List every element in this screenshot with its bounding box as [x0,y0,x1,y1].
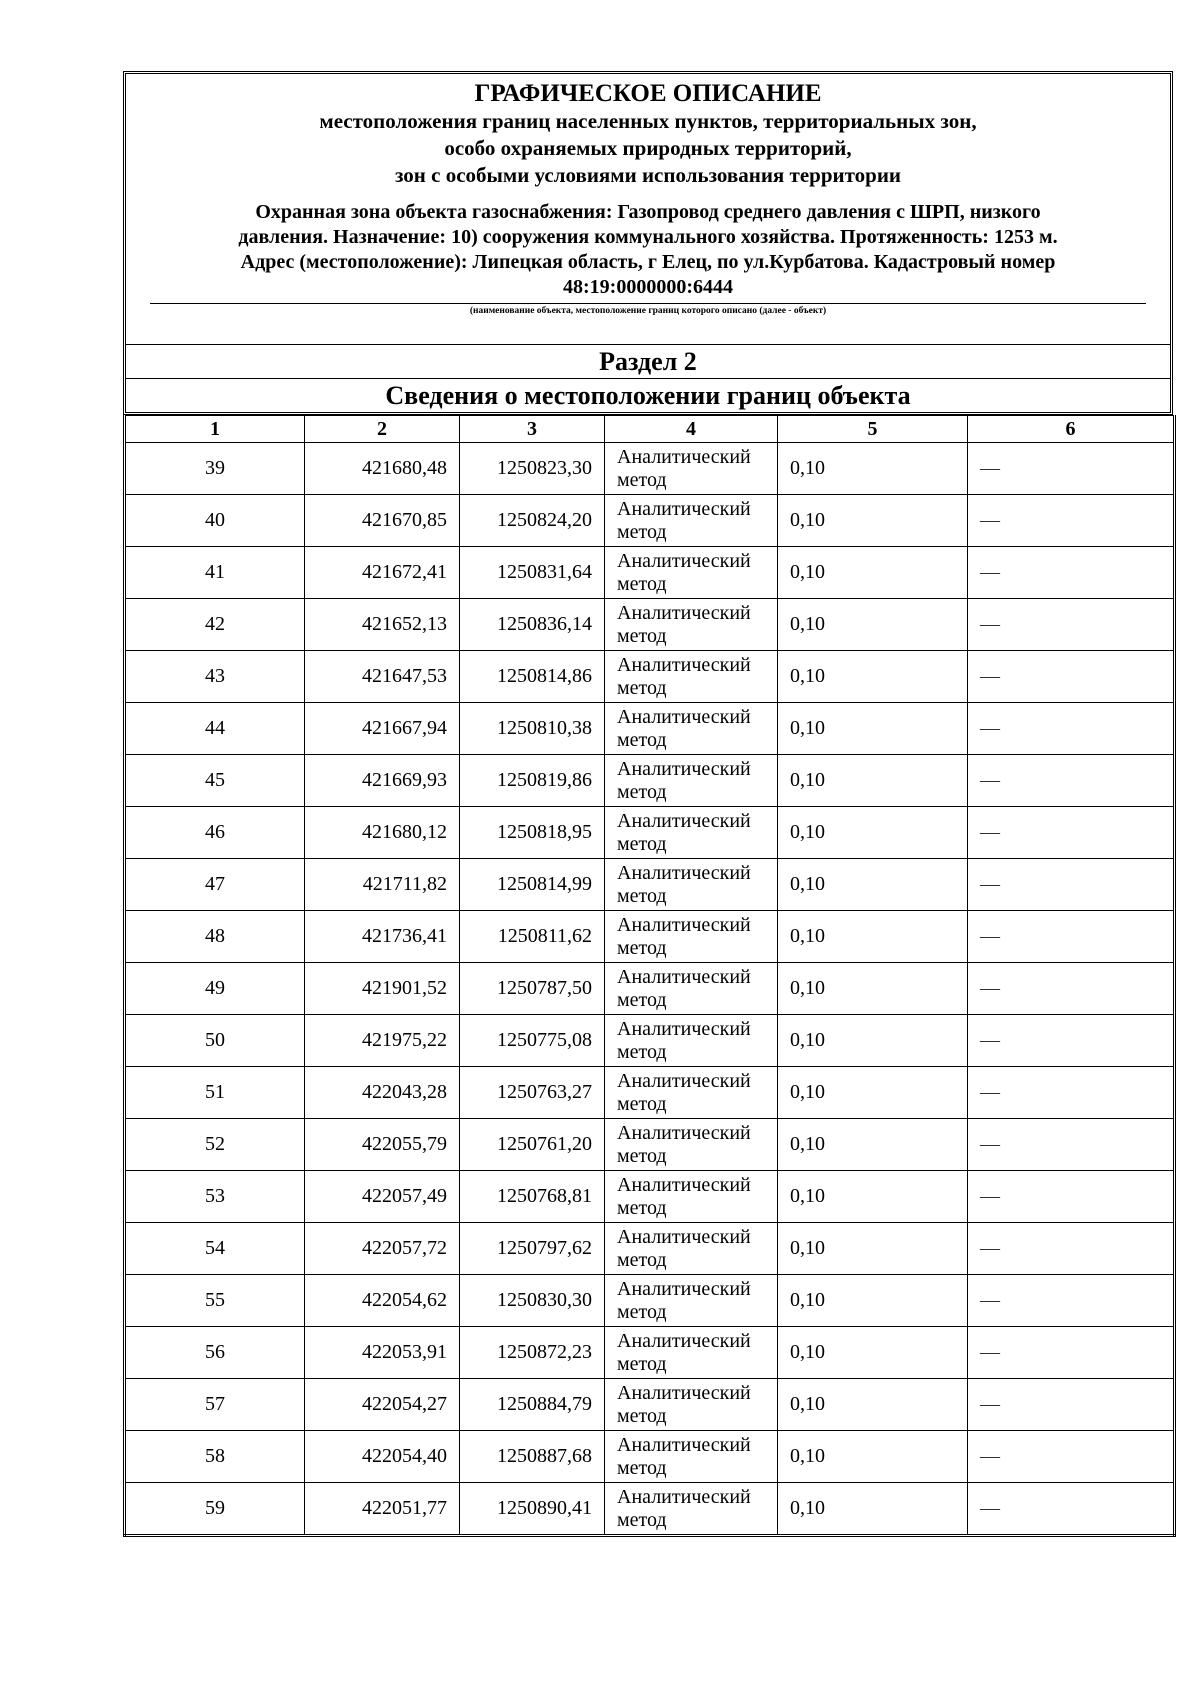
table-row [125,1379,1175,1431]
method-cell [605,1067,778,1119]
method-line-1: Аналитический [617,1069,751,1092]
table-row [125,651,1175,703]
x-coordinate-cell: 421680,12 [305,807,460,859]
coordinates-table [123,415,1176,1537]
header-block [126,74,1170,345]
accuracy-cell: 0,10 [778,703,968,755]
x-coordinate-cell: 421901,52 [305,963,460,1015]
method-line-1: Аналитический [617,549,751,572]
table-row [125,911,1175,963]
method-cell [605,963,778,1015]
method-line-2: метод [617,1352,667,1375]
method-line-1: Аналитический [617,1121,751,1144]
description-cell: — [968,1379,1175,1431]
y-coordinate-cell: 1250830,30 [460,1275,605,1327]
accuracy-cell: 0,10 [778,1275,968,1327]
y-coordinate-cell: 1250872,23 [460,1327,605,1379]
y-coordinate-cell: 1250814,86 [460,651,605,703]
method-line-2: метод [617,936,667,959]
x-coordinate-cell: 422051,77 [305,1483,460,1536]
table-row [125,1431,1175,1483]
table-row [125,963,1175,1015]
point-number-cell: 53 [125,1171,305,1223]
point-number-cell: 41 [125,547,305,599]
x-coordinate-cell: 421736,41 [305,911,460,963]
method-cell [605,547,778,599]
x-coordinate-cell: 422043,28 [305,1067,460,1119]
accuracy-cell: 0,10 [778,1379,968,1431]
table-row [125,1483,1175,1536]
method-line-1: Аналитический [617,757,751,780]
point-number-cell: 49 [125,963,305,1015]
method-line-1: Аналитический [617,497,751,520]
method-line-1: Аналитический [617,1329,751,1352]
method-cell [605,911,778,963]
table-row [125,807,1175,859]
accuracy-cell: 0,10 [778,963,968,1015]
column-header-6: 6 [968,416,1175,443]
point-number-cell: 51 [125,1067,305,1119]
point-number-cell: 47 [125,859,305,911]
point-number-cell: 54 [125,1223,305,1275]
description-cell: — [968,495,1175,547]
method-cell [605,1431,778,1483]
column-header-3: 3 [460,416,605,443]
method-line-1: Аналитический [617,809,751,832]
accuracy-cell: 0,10 [778,599,968,651]
table-row [125,703,1175,755]
point-number-cell: 50 [125,1015,305,1067]
method-cell [605,1171,778,1223]
method-cell [605,1223,778,1275]
method-line-1: Аналитический [617,445,751,468]
x-coordinate-cell: 422054,62 [305,1275,460,1327]
point-number-cell: 55 [125,1275,305,1327]
caption-divider [150,303,1146,304]
table-header-row [125,416,1175,443]
column-header-1: 1 [125,416,305,443]
table-row [125,1327,1175,1379]
method-line-2: метод [617,988,667,1011]
y-coordinate-cell: 1250814,99 [460,859,605,911]
description-cell: — [968,1483,1175,1536]
method-line-2: метод [617,1404,667,1427]
accuracy-cell: 0,10 [778,1431,968,1483]
method-cell [605,1015,778,1067]
y-coordinate-cell: 1250768,81 [460,1171,605,1223]
x-coordinate-cell: 421975,22 [305,1015,460,1067]
object-caption: (наименование объекта, местоположение границ которого описано (далее - объект) [469,306,827,316]
method-line-1: Аналитический [617,965,751,988]
method-line-2: метод [617,1456,667,1479]
description-cell: — [968,1119,1175,1171]
y-coordinate-cell: 1250887,68 [460,1431,605,1483]
accuracy-cell: 0,10 [778,1171,968,1223]
accuracy-cell: 0,10 [778,1015,968,1067]
object-description [136,200,1160,300]
description-cell: — [968,859,1175,911]
x-coordinate-cell: 421670,85 [305,495,460,547]
method-cell [605,1327,778,1379]
method-cell [605,807,778,859]
point-number-cell: 58 [125,1431,305,1483]
description-cell: — [968,963,1175,1015]
accuracy-cell: 0,10 [778,651,968,703]
point-number-cell: 42 [125,599,305,651]
y-coordinate-cell: 1250824,20 [460,495,605,547]
table-row [125,1119,1175,1171]
point-number-cell: 46 [125,807,305,859]
y-coordinate-cell: 1250811,62 [460,911,605,963]
x-coordinate-cell: 421680,48 [305,443,460,495]
method-line-1: Аналитический [617,913,751,936]
table-row [125,1015,1175,1067]
table-row [125,599,1175,651]
method-line-2: метод [617,624,667,647]
x-coordinate-cell: 422053,91 [305,1327,460,1379]
point-number-cell: 59 [125,1483,305,1536]
method-line-1: Аналитический [617,1017,751,1040]
x-coordinate-cell: 421652,13 [305,599,460,651]
table-row [125,443,1175,495]
method-line-1: Аналитический [617,1433,751,1456]
x-coordinate-cell: 421667,94 [305,703,460,755]
method-cell [605,1275,778,1327]
method-cell [605,1483,778,1536]
accuracy-cell: 0,10 [778,1223,968,1275]
method-line-2: метод [617,468,667,491]
method-cell [605,651,778,703]
x-coordinate-cell: 422055,79 [305,1119,460,1171]
method-line-1: Аналитический [617,705,751,728]
method-line-1: Аналитический [617,1173,751,1196]
document-sheet [123,71,1173,1537]
y-coordinate-cell: 1250836,14 [460,599,605,651]
section-subtitle: Сведения о местоположении границ объекта [385,381,911,410]
x-coordinate-cell: 422057,72 [305,1223,460,1275]
document-title: ГРАФИЧЕСКОЕ ОПИСАНИЕ [474,80,822,107]
method-line-1: Аналитический [617,1277,751,1300]
table-row [125,1223,1175,1275]
x-coordinate-cell: 422057,49 [305,1171,460,1223]
subtitle-line-1: местоположения границ населенных пунктов, территориальных зон, [319,109,977,133]
point-number-cell: 56 [125,1327,305,1379]
method-line-2: метод [617,780,667,803]
description-cell: — [968,1275,1175,1327]
y-coordinate-cell: 1250890,41 [460,1483,605,1536]
method-line-2: метод [617,1144,667,1167]
column-header-5: 5 [778,416,968,443]
accuracy-cell: 0,10 [778,495,968,547]
y-coordinate-cell: 1250763,27 [460,1067,605,1119]
method-line-2: метод [617,728,667,751]
description-cell: — [968,1067,1175,1119]
accuracy-cell: 0,10 [778,1119,968,1171]
table-row [125,495,1175,547]
y-coordinate-cell: 1250818,95 [460,807,605,859]
method-line-2: метод [617,1092,667,1115]
method-line-1: Аналитический [617,861,751,884]
accuracy-cell: 0,10 [778,1483,968,1536]
x-coordinate-cell: 421647,53 [305,651,460,703]
x-coordinate-cell: 422054,27 [305,1379,460,1431]
point-number-cell: 39 [125,443,305,495]
point-number-cell: 48 [125,911,305,963]
description-cell: — [968,651,1175,703]
accuracy-cell: 0,10 [778,1067,968,1119]
object-line-2: давления. Назначение: 10) сооружения коммунального хозяйства. Протяженность: 1253 м. [238,226,1058,248]
point-number-cell: 52 [125,1119,305,1171]
column-header-2: 2 [305,416,460,443]
subtitle-line-2: особо охраняемых природных территорий, [444,136,852,160]
y-coordinate-cell: 1250761,20 [460,1119,605,1171]
method-cell [605,495,778,547]
description-cell: — [968,547,1175,599]
method-cell [605,859,778,911]
table-row [125,755,1175,807]
table-row [125,1171,1175,1223]
object-line-1: Охранная зона объекта газоснабжения: Газопровод среднего давления с ШРП, низкого [255,201,1041,223]
method-line-1: Аналитический [617,1381,751,1404]
method-line-2: метод [617,1508,667,1531]
description-cell: — [968,1015,1175,1067]
table-row [125,1067,1175,1119]
method-cell [605,443,778,495]
table-row [125,1275,1175,1327]
method-cell [605,703,778,755]
description-cell: — [968,1431,1175,1483]
accuracy-cell: 0,10 [778,911,968,963]
accuracy-cell: 0,10 [778,807,968,859]
y-coordinate-cell: 1250810,38 [460,703,605,755]
method-cell [605,599,778,651]
y-coordinate-cell: 1250884,79 [460,1379,605,1431]
column-header-4: 4 [605,416,778,443]
method-line-1: Аналитический [617,601,751,624]
method-line-2: метод [617,1300,667,1323]
x-coordinate-cell: 422054,40 [305,1431,460,1483]
accuracy-cell: 0,10 [778,755,968,807]
accuracy-cell: 0,10 [778,547,968,599]
header-frame [123,71,1173,415]
object-line-3: Адрес (местоположение): Липецкая область, г Елец, по ул.Курбатова. Кадастровый номер [240,251,1056,273]
accuracy-cell: 0,10 [778,859,968,911]
y-coordinate-cell: 1250797,62 [460,1223,605,1275]
method-line-2: метод [617,520,667,543]
description-cell: — [968,807,1175,859]
point-number-cell: 43 [125,651,305,703]
point-number-cell: 57 [125,1379,305,1431]
method-line-1: Аналитический [617,653,751,676]
description-cell: — [968,1327,1175,1379]
y-coordinate-cell: 1250823,30 [460,443,605,495]
x-coordinate-cell: 421711,82 [305,859,460,911]
y-coordinate-cell: 1250819,86 [460,755,605,807]
method-line-2: метод [617,676,667,699]
accuracy-cell: 0,10 [778,443,968,495]
description-cell: — [968,599,1175,651]
x-coordinate-cell: 421672,41 [305,547,460,599]
point-number-cell: 40 [125,495,305,547]
subtitle-line-3: зон с особыми условиями использования территории [394,163,902,187]
object-line-4: 48:19:0000000:6444 [563,276,733,298]
point-number-cell: 44 [125,703,305,755]
method-line-2: метод [617,1248,667,1271]
point-number-cell: 45 [125,755,305,807]
method-line-1: Аналитический [617,1485,751,1508]
method-line-2: метод [617,1196,667,1219]
method-line-2: метод [617,572,667,595]
method-line-1: Аналитический [617,1225,751,1248]
method-cell [605,755,778,807]
table-row [125,547,1175,599]
table-row [125,859,1175,911]
section-title: Раздел 2 [126,345,1170,379]
y-coordinate-cell: 1250775,08 [460,1015,605,1067]
description-cell: — [968,703,1175,755]
description-cell: — [968,911,1175,963]
method-cell [605,1119,778,1171]
method-cell [605,1379,778,1431]
description-cell: — [968,443,1175,495]
method-line-2: метод [617,884,667,907]
table-body [125,443,1175,1536]
y-coordinate-cell: 1250831,64 [460,547,605,599]
description-cell: — [968,1223,1175,1275]
method-line-2: метод [617,1040,667,1063]
accuracy-cell: 0,10 [778,1327,968,1379]
x-coordinate-cell: 421669,93 [305,755,460,807]
y-coordinate-cell: 1250787,50 [460,963,605,1015]
description-cell: — [968,755,1175,807]
description-cell: — [968,1171,1175,1223]
method-line-2: метод [617,832,667,855]
